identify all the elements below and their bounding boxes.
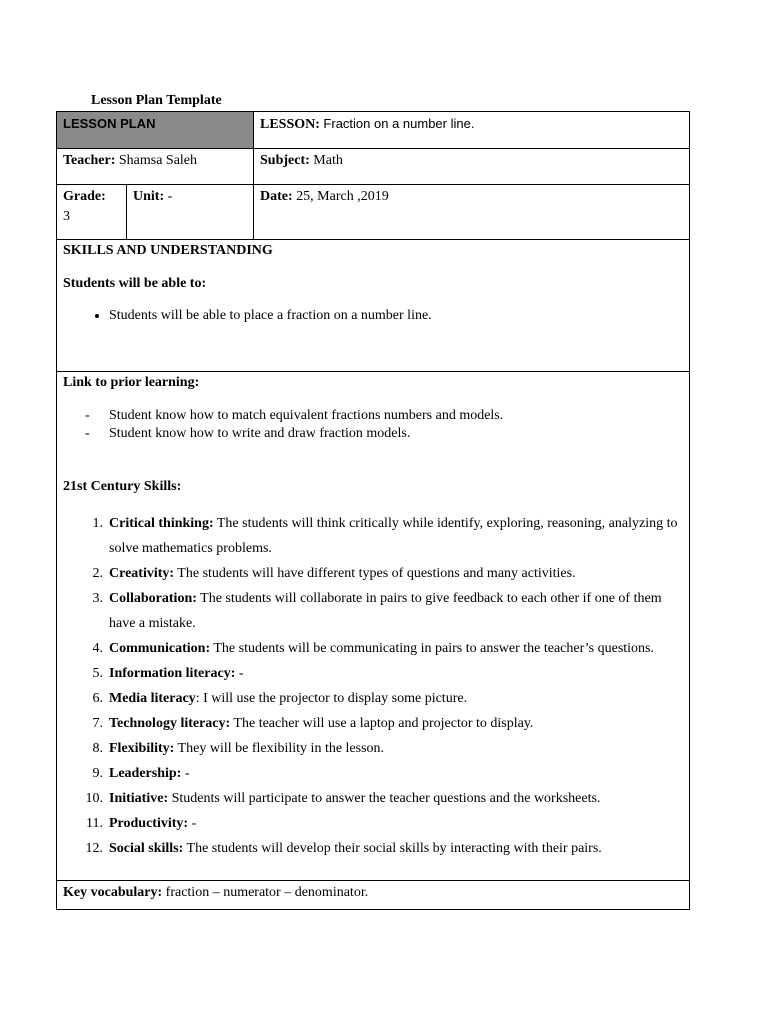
list-item: 4. Communication: The students will be communicating in pairs to answer the teacher’s questions.	[92, 641, 655, 656]
date-label: Date:	[260, 189, 293, 204]
date-cell	[254, 185, 690, 240]
list-item: 12. Social skills: The students will develop their social skills by interacting with their pairs.	[85, 841, 602, 856]
date-value: 25, March ,2019	[296, 189, 389, 204]
skills-subheading: Students will be able to:	[63, 276, 207, 291]
skills-heading: SKILLS AND UNDERSTANDING	[63, 243, 273, 258]
unit-label: Unit:	[133, 189, 165, 204]
document-title: Lesson Plan Template	[91, 93, 222, 108]
unit-cell	[127, 185, 254, 240]
grade-label: Grade:	[63, 189, 106, 204]
grade-value: 3	[63, 209, 70, 224]
teacher-value: Shamsa Saleh	[118, 153, 198, 168]
lesson-plan-header-cell	[57, 112, 254, 149]
list-item: 5. Information literacy: -	[92, 666, 244, 681]
unit-value: -	[167, 189, 173, 204]
lesson-plan-label: LESSON PLAN	[63, 116, 156, 131]
list-item: 3. Collaboration: The students will collaborate in pairs to give feedback to each other if one of them have a mistake.	[92, 591, 662, 631]
list-item: 10. Initiative: Students will participate to answer the teacher questions and the worksheets.	[85, 791, 601, 806]
list-item: - Student know how to match equivalent fractions numbers and models.	[85, 408, 504, 423]
list-item: 1. Critical thinking: The students will think critically while identify, exploring, reasoning, analyzing to solve mathematics problems.	[92, 516, 678, 556]
key-vocabulary-cell	[57, 881, 690, 910]
grade-cell	[57, 185, 127, 240]
century-skills-list	[63, 511, 683, 861]
subject-value: Math	[313, 153, 343, 168]
key-vocabulary-label: Key vocabulary:	[63, 885, 163, 900]
skills-bullet-list	[63, 306, 683, 326]
lesson-cell	[254, 112, 690, 149]
list-item: 7. Technology literacy: The teacher will use a laptop and projector to display.	[92, 716, 534, 731]
prior-learning-heading: Link to prior learning:	[63, 375, 200, 390]
skills-section	[57, 240, 690, 372]
list-item: 2. Creativity: The students will have different types of questions and many activities.	[92, 566, 576, 581]
lesson-plan-table	[56, 111, 690, 910]
list-item: - Student know how to write and draw fraction models.	[85, 426, 411, 441]
century-skills-heading: 21st Century Skills:	[63, 479, 182, 494]
lesson-label: LESSON:	[260, 117, 320, 132]
teacher-label: Teacher:	[63, 153, 116, 168]
prior-learning-section	[57, 372, 690, 881]
lesson-value: Fraction on a number line.	[323, 116, 475, 131]
list-item: 9. Leadership: -	[92, 766, 190, 781]
teacher-cell	[57, 149, 254, 185]
subject-cell	[254, 149, 690, 185]
list-item: 6. Media literacy: I will use the projector to display some picture.	[92, 691, 468, 706]
key-vocabulary-value: fraction – numerator – denominator.	[162, 885, 369, 900]
prior-learning-list	[63, 407, 683, 443]
list-item: 11. Productivity: -	[86, 816, 197, 831]
list-item: • Students will be able to place a fraction on a number line.	[109, 306, 683, 326]
subject-label: Subject:	[260, 153, 310, 168]
list-item: 8. Flexibility: They will be flexibility in the lesson.	[92, 741, 385, 756]
